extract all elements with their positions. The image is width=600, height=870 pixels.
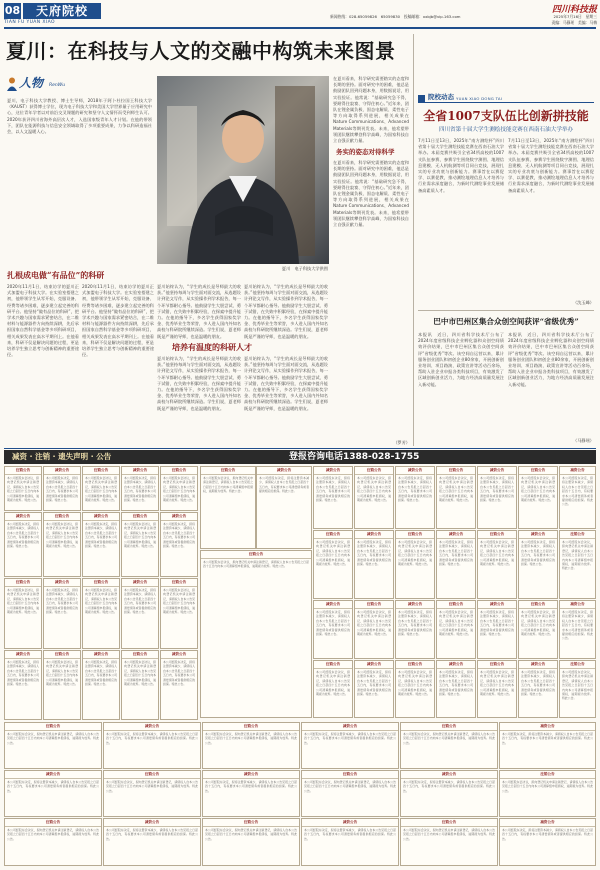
news2-text-b: 本报讯 近日，四川省科学技术厅公布了2024年度省级科技企业孵化器和众创空间绩效评价结果，巴中市巴州区集合众创空间获评“省级优秀”等次。该空间自运营以来，累计服务创业团队和初创企业80余家，开展创新创业培训、项目路演、政策宣讲等活动百余场，帮助入驻企业申报各类科技项目，有效激发了区域创新创业活力，为地方经济高质量发展注入新动能。 — [508, 332, 594, 387]
ad-notice — [477, 600, 517, 659]
ad-notice — [4, 650, 42, 720]
filler-text: 2020年11月1日，结束访学的夏川正式加盟电子科技大学。在实验室搭建之初，他带领学生从零开始，克服设备、经费等诸多困难，逐步建立起完善的科研平台。他坚持“做有品位的科研”，把学术兴趣与国家需求紧密结合，在二维材料与能源器件方向持续深耕，先后承担国家自然科学基金等多项科研项目，相关成果发表在高水平期刊上。在他看来，科研不仅是解决问题的过程，更是培养学生独立思考与创新精神的重要途径。 — [82, 284, 154, 358]
ad-notice-body: 本公司经股东会决议，拟向登记机关申请注销登记，请债权人自本公告见报之日起四十五日内向本公司清算组申报债权，逾期视为放弃。特此公告。 — [7, 476, 39, 503]
ad-notice-body: 本公司经股东决定，拟将注册资本减少，请债权人自本公告见报之日起四十五日内，有权要求本公司清偿债务或者提供相应的担保。特此公告。 — [502, 732, 593, 745]
article-author: （罗芳） — [393, 440, 410, 445]
subhead-2-text-b: 夏川始终认为，“学生的成长是导师最大的收获。”他坚持每周与学生面对面交流，从选题设计到论文写作，从实验操作到学术报告，每一个环节都耐心指导。他鼓励学生大胆尝试、勇于试错，在失败中积累经验，在探索中提升能力。在他的指导下，多名学生获得国家奖学金、优秀毕业生等荣誉，多人进入国内外知名高校与科研院所继续深造。学生们说，夏老师既是严谨的导师，也是温暖的朋友。 — [244, 284, 328, 339]
ad-notice — [518, 530, 558, 599]
ad-notice-title: 减资公告 — [355, 531, 393, 539]
ad-notice-title: 减资公告 — [257, 467, 311, 475]
ad-notice-title: 注销公告 — [161, 579, 197, 587]
ad-notice-body: 本公司经股东决定，拟将注册资本减少，请债权人自本公告见报之日起四十五日内，有权要求本公司清偿债务或者提供相应的担保。特此公告。 — [163, 522, 195, 549]
ad-notice-body: 本公司经股东会决议，拟向登记机关申请注销登记，请债权人自本公告见报之日起四十五日内向本公司清算组申报债权，逾期视为放弃。特此公告。 — [46, 660, 78, 687]
ad-notice — [436, 660, 476, 718]
side-section-label: 院校动态 — [428, 93, 454, 101]
news2-author: （马静瑶） — [573, 438, 594, 443]
ad-notice-body: 本公司经股东决定，拟将注册资本减少，请债权人自本公告见报之日起四十五日内，有权要求本公司清偿债务或者提供相应的担保。特此公告。 — [106, 732, 198, 745]
ad-notice-title: 注销公告 — [519, 467, 557, 475]
ad-notice — [160, 578, 198, 649]
ad-notice-title: 注销公告 — [314, 661, 352, 669]
subhead-1-text-cont — [82, 284, 154, 444]
ad-notice-body: 本公司经股东决定，拟将注册资本减少，请债权人自本公告见报之日起四十五日内，有权要求本公司清偿债务或者提供相应的担保。特此公告。 — [439, 670, 473, 697]
column-tag — [7, 75, 67, 95]
ad-notice-title: 注销公告 — [519, 601, 557, 609]
ad-notice — [301, 722, 399, 769]
ad-top-rule — [4, 448, 596, 449]
ad-notice — [436, 600, 476, 659]
ad-notice-title: 注销公告 — [5, 723, 101, 731]
ad-notice — [43, 650, 81, 720]
col3-text-top: 在夏川看来，科学研究需要踏实的态度和长期的坚持。面对研究中的困难，他总是鼓励团队回到问题本身，用数据说话，用实验验证。他常说：“基础研究急不得，要耐得住寂寞、守得住初心。”近年来，团队在锂金属负极、固态电解质、柔性电子等方向取得系列进展，相关成果在Nature Communications、Advanced Materials等期刊发表。未来，他希望带领团队继续攀登科学高峰，为国家科技自立自强贡献力量。 — [333, 76, 409, 144]
news1-subhead: 四川省第十届大学生测绘技能竞赛在西南石油大学举办 — [438, 127, 574, 133]
subhead-2: 培养有温度的科研人才 — [172, 342, 252, 352]
ad-notice-title: 减资公告 — [122, 579, 158, 587]
ad-notice-body: 本公司经股东决定，拟将注册资本减少，请债权人自本公告见报之日起四十五日内，有权要求本公司清偿债务或者提供相应的担保。特此公告。 — [398, 610, 432, 637]
ad-notice-title: 减资公告 — [5, 513, 41, 521]
ad-notice — [121, 650, 159, 720]
ad-notice-title: 减资公告 — [560, 467, 595, 475]
ad-notice-title: 注销公告 — [5, 579, 41, 587]
ad-notice-body: 本公司经股东会决议，拟向登记机关申请注销登记，请债权人自本公告见报之日起四十五日内向本公司清算组申报债权，逾期视为放弃。特此公告。 — [304, 780, 396, 793]
ad-notice-body: 本公司经股东决定，拟将注册资本减少，请债权人自本公告见报之日起四十五日内，有权要求本公司清偿债务或者提供相应的担保。特此公告。 — [562, 476, 593, 507]
ad-notice-body: 本公司经股东会决议，拟向登记机关申请注销登记，请债权人自本公告见报之日起四十五日内向本公司清算组申报债权，逾期视为放弃。特此公告。 — [403, 828, 495, 841]
ad-notice — [4, 512, 42, 577]
ad-notice-body: 本公司经股东会决议，拟向登记机关申请注销登记，请债权人自本公告见报之日起四十五日内向本公司清算组申报债权，逾期视为放弃。特此公告。 — [357, 476, 391, 503]
ad-notice-title: 注销公告 — [396, 661, 434, 669]
ad-notice-body: 本公司经股东决定，拟将注册资本减少，请债权人自本公告见报之日起四十五日内，有权要求本公司清偿债务或者提供相应的担保。特此公告。 — [521, 540, 555, 567]
ad-notice-body: 本公司经股东决定，拟将注册资本减少，请债权人自本公告见报之日起四十五日内，有权要求本公司清偿债务或者提供相应的担保。特此公告。 — [502, 828, 593, 841]
ad-notice-title: 注销公告 — [560, 531, 595, 539]
ad-banner — [4, 450, 596, 464]
ad-notice — [499, 722, 596, 769]
ad-notice — [395, 600, 435, 659]
ad-notice — [103, 722, 201, 769]
ad-notice-title: 注销公告 — [203, 723, 299, 731]
ad-notice — [477, 530, 517, 599]
ad-notice-title: 减资公告 — [83, 651, 119, 659]
ad-notice-body: 本公司经股东决定，拟将注册资本减少，请债权人自本公告见报之日起四十五日内，有权要求本公司清偿债务或者提供相应的担保。特此公告。 — [46, 476, 78, 503]
ad-notice — [400, 770, 498, 817]
news1-text: 7月11日至13日，2025年“南方测绘杯”四川省第十届大学生测绘技能竞赛在西南石油大学举办。本届竞赛共吸引全省34所高校的1007支队伍参赛，参赛学生围绕数字测图、地理信息建模、无人机航测等项目同台竞技，展现扎实的专业功底与创新能力。赛事旨在以赛促学、以赛促教，推动测绘地理信息人才培养与行业需求深度融合，为新时代测绘事业发展储备高素质人才。 — [418, 138, 504, 193]
ad-notice-body: 本公司经股东决定，拟将注册资本减少，请债权人自本公告见报之日起四十五日内，有权要求本公司清偿债务或者提供相应的担保。特此公告。 — [304, 828, 396, 841]
news2-text: 本报讯 近日，四川省科学技术厅公布了2024年度省级科技企业孵化器和众创空间绩效评价结果，巴中市巴州区集合众创空间获评“省级优秀”等次。该空间自运营以来，累计服务创业团队和初创企业80余家，开展创新创业培训、项目路演、政策宣讲等活动百余场，帮助入驻企业申报各类科技项目，有效激发了区域创新创业活力，为地方经济高质量发展注入新动能。 — [418, 332, 504, 387]
ad-notice — [477, 660, 517, 718]
ad-notice-body: 本公司经股东决定，拟将注册资本减少，请债权人自本公告见报之日起四十五日内，有权要求本公司清偿债务或者提供相应的担保。特此公告。 — [124, 476, 156, 503]
ad-notice-body: 本公司经股东决定，拟将注册资本减少，请债权人自本公告见报之日起四十五日内，有权要求本公司清偿债务或者提供相应的担保。特此公告。 — [7, 660, 39, 687]
ad-notice-title: 注销公告 — [500, 771, 595, 779]
ad-notice-body: 本公司经股东决定，拟将注册资本减少，请债权人自本公告见报之日起四十五日内，有权要求本公司清偿债务或者提供相应的担保。特此公告。 — [7, 780, 99, 793]
ad-notice — [4, 466, 42, 511]
ad-notice-body: 本公司经股东决定，拟将注册资本减少，请债权人自本公告见报之日起四十五日内，有权要求本公司清偿债务或者提供相应的担保。特此公告。 — [259, 476, 309, 494]
masthead-date: 2025年7月16日 星期三 — [553, 14, 597, 19]
ad-notice-body: 本公司经股东决定，拟将注册资本减少，请债权人自本公告见报之日起四十五日内，有权要求本公司清偿债务或者提供相应的担保。特此公告。 — [85, 660, 117, 687]
subhead-1-text: 2020年11月1日，结束访学的夏川正式加盟电子科技大学。在实验室搭建之初，他带领学生从零开始，克服设备、经费等诸多困难，逐步建立起完善的科研平台。他坚持“做有品位的科研”，把学术兴趣与国家需求紧密结合，在二维材料与能源器件方向持续深耕，先后承担国家自然科学基金等多项科研项目，相关成果发表在高水平期刊上。在他看来，科研不仅是解决问题的过程，更是培养学生独立思考与创新精神的重要途径。 — [7, 284, 79, 358]
bullet-icon — [418, 95, 425, 102]
ad-notice — [202, 770, 300, 817]
ad-notice — [200, 466, 256, 549]
ad-notice — [82, 650, 120, 720]
ad-notice — [400, 818, 498, 866]
intro-text: 夏川，电子科技大学教授、博士生导师，2018年于阿卜杜拉国王科技大学（KAUST）获得博士学位，现为电子科技大学和美国大学世界量子应用研究中心，这位青年学者以对前沿交叉课题的研究和坚守人文情怀而受到师生认可。2020年获评四川省海外高层次人才，入选国家级青年人才计划。在他的带领下，团队在能源科技与信息安全领域取得了多项重要成果，力争以科研造福社会，以人文温暖人心。 — [7, 98, 152, 135]
ad-notice-title: 注销公告 — [401, 819, 497, 827]
ad-notice-body: 本公司经股东会决议，拟向登记机关申请注销登记，请债权人自本公告见报之日起四十五日内向本公司清算组申报债权，逾期视为放弃。特此公告。 — [124, 660, 156, 687]
ad-notice-title: 注销公告 — [201, 467, 255, 475]
ad-notice-title: 注销公告 — [44, 513, 80, 521]
ad-notice-title: 减资公告 — [355, 661, 393, 669]
ad-notice-body: 本公司经股东决定，拟将注册资本减少，请债权人自本公告见报之日起四十五日内，有权要求本公司清偿债务或者提供相应的担保。特此公告。 — [304, 732, 396, 745]
masthead-editor: 责编：马静瑶 美编：马梅 — [551, 20, 597, 25]
masthead — [0, 0, 600, 27]
ad-notice-title: 减资公告 — [396, 467, 434, 475]
ad-notice-title: 注销公告 — [437, 467, 475, 475]
ad-notice — [4, 818, 102, 866]
ad-notice-title: 减资公告 — [401, 771, 497, 779]
masthead-rule — [4, 27, 596, 29]
ad-notice-body: 本公司经股东会决议，拟向登记机关申请注销登记，请债权人自本公告见报之日起四十五日内向本公司清算组申报债权，逾期视为放弃。特此公告。 — [403, 732, 495, 745]
ad-notice-body: 本公司经股东会决议，拟向登记机关申请注销登记，请债权人自本公告见报之日起四十五日内向本公司清算组申报债权，逾期视为放弃。特此公告。 — [521, 610, 555, 637]
ad-notice-title: 减资公告 — [478, 601, 516, 609]
ad-notice — [354, 660, 394, 718]
ad-notice-body: 本公司经股东决定，拟将注册资本减少，请债权人自本公告见报之日起四十五日内，有权要求本公司清偿债务或者提供相应的担保。特此公告。 — [7, 522, 39, 549]
ad-notice-body: 本公司经股东决定，拟将注册资本减少，请债权人自本公告见报之日起四十五日内，有权要求本公司清偿债务或者提供相应的担保。特此公告。 — [480, 610, 514, 637]
subhead-1: 扎根成电做“有品位”的科研 — [7, 270, 105, 280]
ad-notice — [82, 512, 120, 577]
ad-notice — [313, 660, 353, 718]
masthead-hotline: 新闻热线：028-65059826 65059830 投稿邮箱：xxbjb@vip.163.com — [330, 14, 461, 19]
ad-notice-body: 本公司经股东决定，拟将注册资本减少，请债权人自本公告见报之日起四十五日内，有权要求本公司清偿债务或者提供相应的担保。特此公告。 — [163, 660, 195, 687]
photo-caption: 夏川 电子科技大学供图 — [281, 266, 328, 271]
ad-notice-title: 注销公告 — [396, 531, 434, 539]
ad-notice-title: 减资公告 — [560, 601, 595, 609]
ad-notice — [103, 770, 201, 817]
ad-notice-body: 本公司经股东会决议，拟向登记机关申请注销登记，请债权人自本公告见报之日起四十五日内向本公司清算组申报债权，逾期视为放弃。特此公告。 — [7, 828, 99, 841]
person-icon — [7, 76, 17, 90]
ad-notice — [202, 722, 300, 769]
ad-notice-title: 减资公告 — [203, 771, 299, 779]
ad-notice — [518, 660, 558, 718]
ad-notice — [301, 818, 399, 866]
ad-notice — [518, 466, 558, 529]
ad-notice-body: 本公司经股东决定，拟将注册资本减少，请债权人自本公告见报之日起四十五日内，有权要求本公司清偿债务或者提供相应的担保。特此公告。 — [480, 476, 514, 503]
ad-notice — [477, 466, 517, 529]
ad-notice-title: 减资公告 — [161, 513, 197, 521]
ad-notice-title: 减资公告 — [44, 467, 80, 475]
ad-notice — [559, 466, 596, 529]
ad-center-body: 本公司经股东会决议，拟向登记机关申请注销登记，请债权人自本公告见报之日起四十五日内向本公司清算组申报债权，逾期视为放弃。特此公告。 — [203, 560, 309, 569]
ad-notice-title: 减资公告 — [44, 579, 80, 587]
ad-notice-body: 本公司经股东决定，拟将注册资本减少，请债权人自本公告见报之日起四十五日内，有权要求本公司清偿债务或者提供相应的担保。特此公告。 — [316, 610, 350, 637]
ad-notice-title: 注销公告 — [161, 467, 197, 475]
ad-notice-body: 本公司经股东决定，拟将注册资本减少，请债权人自本公告见报之日起四十五日内，有权要求本公司清偿债务或者提供相应的担保。特此公告。 — [205, 780, 297, 793]
subhead-3-text: 在夏川看来，科学研究需要踏实的态度和长期的坚持。面对研究中的困难，他总是鼓励团队回到问题本身，用数据说话，用实验验证。他常说：“基础研究急不得，要耐得住寂寞、守得住初心。”近年来，团队在锂金属负极、固态电解质、柔性电子等方向取得系列进展，相关成果在Nature Communications、Advanced Materials等期刊发表。未来，他希望带领团队继续攀登科学高峰，为国家科技自立自强贡献力量。 — [333, 160, 409, 228]
section-title: 天府院校 — [23, 3, 101, 19]
ad-notice-body: 本公司经股东会决议，拟向登记机关申请注销登记，请债权人自本公告见报之日起四十五日内向本公司清算组申报债权，逾期视为放弃。特此公告。 — [502, 780, 593, 793]
ad-center-title: 注销公告 — [201, 551, 311, 559]
ad-notice — [202, 818, 300, 866]
ad-notice — [559, 600, 596, 659]
ad-notice-title: 减资公告 — [302, 723, 398, 731]
ad-notice-title: 注销公告 — [83, 579, 119, 587]
ad-notice-title: 注销公告 — [478, 531, 516, 539]
column-tag-label: 人物 — [19, 76, 44, 90]
ad-notice — [395, 530, 435, 599]
ad-notice-title: 注销公告 — [122, 513, 158, 521]
ad-notice-title: 注销公告 — [437, 601, 475, 609]
ad-notice — [313, 466, 353, 529]
newspaper-logo: 四川科技报 — [551, 5, 597, 15]
ad-notice-title: 减资公告 — [437, 531, 475, 539]
ad-notice-title: 注销公告 — [122, 651, 158, 659]
side-section-pinyin: YUAN XIAO DONG TAI — [456, 96, 503, 101]
ad-notice-title: 减资公告 — [519, 531, 557, 539]
ad-notice — [121, 578, 159, 649]
portrait-photo — [157, 76, 329, 264]
ad-notice-title: 减资公告 — [122, 467, 158, 475]
ad-notice-body: 本公司经股东决定，拟将注册资本减少，请债权人自本公告见报之日起四十五日内，有权要求本公司清偿债务或者提供相应的担保。特此公告。 — [124, 588, 156, 615]
ad-notice-title: 减资公告 — [437, 661, 475, 669]
ad-notice-title: 注销公告 — [478, 661, 516, 669]
ad-notice-body: 本公司经股东会决议，拟向登记机关申请注销登记，请债权人自本公告见报之日起四十五日内向本公司清算组申报债权，逾期视为放弃。特此公告。 — [521, 476, 555, 503]
page-number: 08 — [4, 4, 21, 17]
ad-notice-body: 本公司经股东决定，拟将注册资本减少，请债权人自本公告见报之日起四十五日内，有权要求本公司清偿债务或者提供相应的担保。特此公告。 — [439, 540, 473, 567]
ad-notice-title: 注销公告 — [355, 601, 393, 609]
ad-notice-body: 本公司经股东会决议，拟向登记机关申请注销登记，请债权人自本公告见报之日起四十五日内向本公司清算组申报债权，逾期视为放弃。特此公告。 — [85, 588, 117, 615]
ad-notice-title: 减资公告 — [500, 819, 595, 827]
ad-notice-title: 注销公告 — [83, 467, 119, 475]
subhead-2-text: 夏川始终认为，“学生的成长是导师最大的收获。”他坚持每周与学生面对面交流，从选题设计到论文写作，从实验操作到学术报告，每一个环节都耐心指导。他鼓励学生大胆尝试、勇于试错，在失败中积累经验，在探索中提升能力。在他的指导下，多名学生获得国家奖学金、优秀毕业生等荣誉，多人进入国内外知名高校与科研院所继续深造。学生们说，夏老师既是严谨的导师，也是温暖的朋友。 — [157, 284, 241, 339]
ad-notice — [313, 530, 353, 599]
ad-notice-body: 本公司经股东会决议，拟向登记机关申请注销登记，请债权人自本公告见报之日起四十五日内向本公司清算组申报债权，逾期视为放弃。特此公告。 — [163, 588, 195, 615]
ad-center-block — [200, 550, 312, 718]
ad-notice-body: 本公司经股东会决议，拟向登记机关申请注销登记，请债权人自本公告见报之日起四十五日内向本公司清算组申报债权，逾期视为放弃。特此公告。 — [85, 476, 117, 503]
ad-notice-body: 本公司经股东决定，拟将注册资本减少，请债权人自本公告见报之日起四十五日内，有权要求本公司清偿债务或者提供相应的担保。特此公告。 — [357, 670, 391, 697]
ad-notice-title: 注销公告 — [104, 771, 200, 779]
ad-notice — [518, 600, 558, 659]
ad-notice — [301, 770, 399, 817]
news1-text-b: 7月11日至13日，2025年“南方测绘杯”四川省第十届大学生测绘技能竞赛在西南石油大学举办。本届竞赛共吸引全省34所高校的1007支队伍参赛，参赛学生围绕数字测图、地理信息建模、无人机航测等项目同台竞技，展现扎实的专业功底与创新能力。赛事旨在以赛促学、以赛促教，推动测绘地理信息人才培养与行业需求深度融合，为新时代测绘事业发展储备高素质人才。 — [508, 138, 594, 193]
news1-author: （沈玉峰） — [573, 300, 594, 305]
ad-notice-body: 本公司经股东会决议，拟向登记机关申请注销登记，请债权人自本公告见报之日起四十五日内向本公司清算组申报债权，逾期视为放弃。特此公告。 — [203, 476, 253, 494]
ad-notice-title: 注销公告 — [5, 467, 41, 475]
ad-notice — [559, 530, 596, 599]
ad-notice — [395, 466, 435, 529]
ad-notice — [354, 530, 394, 599]
ad-banner-phone: 登报咨询电话1388-028-1755 — [289, 452, 420, 462]
news1-headline: 全省1007支队伍比创新拼技能 — [423, 109, 589, 123]
ad-notice-title: 减资公告 — [5, 771, 101, 779]
main-headline: 夏川：在科技与人文的交融中构筑未来图景 — [6, 39, 396, 63]
ad-notice-body: 本公司经股东会决议，拟向登记机关申请注销登记，请债权人自本公告见报之日起四十五日内向本公司清算组申报债权，逾期视为放弃。特此公告。 — [480, 540, 514, 567]
ad-notice — [354, 600, 394, 659]
ad-notice — [313, 600, 353, 659]
ad-notice-body: 本公司经股东会决议，拟向登记机关申请注销登记，请债权人自本公告见报之日起四十五日内向本公司清算组申报债权，逾期视为放弃。特此公告。 — [316, 540, 350, 567]
ad-notice — [559, 660, 596, 718]
ad-notice-body: 本公司经股东会决议，拟向登记机关申请注销登记，请债权人自本公告见报之日起四十五日内向本公司清算组申报债权，逾期视为放弃。特此公告。 — [480, 670, 514, 697]
ad-notice-body: 本公司经股东会决议，拟向登记机关申请注销登记，请债权人自本公告见报之日起四十五日内向本公司清算组申报债权，逾期视为放弃。特此公告。 — [205, 828, 297, 841]
subhead-2-text-d: 夏川始终认为，“学生的成长是导师最大的收获。”他坚持每周与学生面对面交流，从选题设计到论文写作，从实验操作到学术报告，每一个环节都耐心指导。他鼓励学生大胆尝试、勇于试错，在失败中积累经验，在探索中提升能力。在他的指导下，多名学生获得国家奖学金、优秀毕业生等荣誉，多人进入国内外知名高校与科研院所继续深造。学生们说，夏老师既是严谨的导师，也是温暖的朋友。 — [244, 356, 328, 411]
side-divider — [418, 310, 594, 311]
subhead-3: 务实的姿态对待科学 — [336, 148, 395, 156]
ad-notice-title: 减资公告 — [104, 723, 200, 731]
ad-notice-title: 注销公告 — [314, 531, 352, 539]
ad-notice — [82, 578, 120, 649]
ad-notice-body: 本公司经股东会决议，拟向登记机关申请注销登记，请债权人自本公告见报之日起四十五日内向本公司清算组申报债权，逾期视为放弃。特此公告。 — [316, 670, 350, 697]
ad-notice-title: 减资公告 — [314, 601, 352, 609]
ad-notice-body: 本公司经股东决定，拟将注册资本减少，请债权人自本公告见报之日起四十五日内，有权要求本公司清偿债务或者提供相应的担保。特此公告。 — [521, 670, 555, 697]
ad-notice — [400, 722, 498, 769]
ad-notice-title: 注销公告 — [355, 467, 393, 475]
ad-notice — [121, 466, 159, 511]
ad-notice-body: 本公司经股东会决议，拟向登记机关申请注销登记，请债权人自本公告见报之日起四十五日内向本公司清算组申报债权，逾期视为放弃。特此公告。 — [439, 610, 473, 637]
ad-notice-body: 本公司经股东决定，拟将注册资本减少，请债权人自本公告见报之日起四十五日内，有权要求本公司清偿债务或者提供相应的担保。特此公告。 — [85, 522, 117, 549]
ad-notice-body: 本公司经股东会决议，拟向登记机关申请注销登记，请债权人自本公告见报之日起四十五日内向本公司清算组申报债权，逾期视为放弃。特此公告。 — [398, 670, 432, 697]
column-tag-pinyin: RenWu — [49, 83, 66, 88]
ad-notice-title: 减资公告 — [314, 467, 352, 475]
ad-notice-body: 本公司经股东会决议，拟向登记机关申请注销登记，请债权人自本公告见报之日起四十五日内向本公司清算组申报债权，逾期视为放弃。特此公告。 — [205, 732, 297, 745]
ad-notice — [43, 466, 81, 511]
ad-notice-title: 注销公告 — [401, 723, 497, 731]
section-pinyin: TIAN FU YUAN XIAO — [4, 20, 55, 25]
ad-notice-body: 本公司经股东会决议，拟向登记机关申请注销登记，请债权人自本公告见报之日起四十五日内向本公司清算组申报债权，逾期视为放弃。特此公告。 — [7, 588, 39, 615]
ad-notice-body: 本公司经股东决定，拟将注册资本减少，请债权人自本公告见报之日起四十五日内，有权要求本公司清偿债务或者提供相应的担保。特此公告。 — [46, 588, 78, 615]
ad-notice-title: 减资公告 — [519, 661, 557, 669]
ad-notice — [436, 530, 476, 599]
portrait-figure-icon — [157, 76, 329, 264]
ad-notice — [82, 466, 120, 511]
side-section-header — [418, 93, 594, 103]
column-divider — [413, 34, 414, 446]
ad-notice — [499, 770, 596, 817]
ad-notice-body: 本公司经股东决定，拟将注册资本减少，请债权人自本公告见报之日起四十五日内，有权要求本公司清偿债务或者提供相应的担保。特此公告。 — [398, 476, 432, 503]
ad-notice-body: 本公司经股东会决议，拟向登记机关申请注销登记，请债权人自本公告见报之日起四十五日内向本公司清算组申报债权，逾期视为放弃。特此公告。 — [106, 780, 198, 793]
ad-notice-body: 本公司经股东会决议，拟向登记机关申请注销登记，请债权人自本公告见报之日起四十五日内向本公司清算组申报债权，逾期视为放弃。特此公告。 — [398, 540, 432, 567]
ad-notice-body: 本公司经股东会决议，拟向登记机关申请注销登记，请债权人自本公告见报之日起四十五日内向本公司清算组申报债权，逾期视为放弃。特此公告。 — [163, 476, 195, 503]
ad-notice-body: 本公司经股东会决议，拟向登记机关申请注销登记，请债权人自本公告见报之日起四十五日内向本公司清算组申报债权，逾期视为放弃。特此公告。 — [562, 670, 593, 701]
news2-headline: 巴中市巴州区集合众创空间获评“省级优秀” — [433, 317, 579, 326]
ad-notice-body: 本公司经股东会决议，拟向登记机关申请注销登记，请债权人自本公告见报之日起四十五日内向本公司清算组申报债权，逾期视为放弃。特此公告。 — [46, 522, 78, 549]
ad-notice-title: 注销公告 — [203, 819, 299, 827]
ad-notice-title: 减资公告 — [302, 819, 398, 827]
ad-notice — [103, 818, 201, 866]
ad-notice-title: 减资公告 — [478, 467, 516, 475]
ad-notice-body: 本公司经股东决定，拟将注册资本减少，请债权人自本公告见报之日起四十五日内，有权要求本公司清偿债务或者提供相应的担保。特此公告。 — [106, 828, 198, 841]
ad-notice-title: 减资公告 — [83, 513, 119, 521]
ad-notice-body: 本公司经股东会决议，拟向登记机关申请注销登记，请债权人自本公告见报之日起四十五日内向本公司清算组申报债权，逾期视为放弃。特此公告。 — [124, 522, 156, 549]
ad-notice — [395, 660, 435, 718]
ad-notice — [160, 466, 198, 511]
ad-notice — [499, 818, 596, 866]
ad-notice-title: 注销公告 — [302, 771, 398, 779]
ad-notice-body: 本公司经股东决定，拟将注册资本减少，请债权人自本公告见报之日起四十五日内，有权要求本公司清偿债务或者提供相应的担保。特此公告。 — [403, 780, 495, 793]
ad-notice-title: 减资公告 — [396, 601, 434, 609]
ad-notice-title: 减资公告 — [500, 723, 595, 731]
ad-notice — [4, 578, 42, 649]
ad-notice-body: 本公司经股东决定，拟将注册资本减少，请债权人自本公告见报之日起四十五日内，有权要求本公司清偿债务或者提供相应的担保。特此公告。 — [562, 610, 593, 641]
ad-notice — [121, 512, 159, 577]
ad-notice-body: 本公司经股东会决议，拟向登记机关申请注销登记，请债权人自本公告见报之日起四十五日内向本公司清算组申报债权，逾期视为放弃。特此公告。 — [562, 540, 593, 571]
ad-notice-title: 注销公告 — [44, 651, 80, 659]
ad-notice-title: 注销公告 — [5, 819, 101, 827]
ad-notice — [256, 466, 312, 549]
ad-notice — [43, 578, 81, 649]
ad-notice-title: 注销公告 — [560, 661, 595, 669]
ad-notice — [160, 650, 198, 720]
ad-notice-body: 本公司经股东决定，拟将注册资本减少，请债权人自本公告见报之日起四十五日内，有权要求本公司清偿债务或者提供相应的担保。特此公告。 — [316, 476, 350, 503]
ad-notice-body: 本公司经股东会决议，拟向登记机关申请注销登记，请债权人自本公告见报之日起四十五日内向本公司清算组申报债权，逾期视为放弃。特此公告。 — [439, 476, 473, 503]
ad-notice-body: 本公司经股东决定，拟将注册资本减少，请债权人自本公告见报之日起四十五日内，有权要求本公司清偿债务或者提供相应的担保。特此公告。 — [357, 540, 391, 567]
ad-notice — [4, 770, 102, 817]
ad-notice-title: 减资公告 — [5, 651, 41, 659]
ad-notice-body: 本公司经股东会决议，拟向登记机关申请注销登记，请债权人自本公告见报之日起四十五日内向本公司清算组申报债权，逾期视为放弃。特此公告。 — [357, 610, 391, 637]
ad-notice — [354, 466, 394, 529]
ad-notice-title: 减资公告 — [104, 819, 200, 827]
ad-notice-title: 减资公告 — [161, 651, 197, 659]
ad-notice — [436, 466, 476, 529]
ad-notice-body: 本公司经股东会决议，拟向登记机关申请注销登记，请债权人自本公告见报之日起四十五日内向本公司清算组申报债权，逾期视为放弃。特此公告。 — [7, 732, 99, 745]
ad-notice — [43, 512, 81, 577]
ad-banner-title: 减资 · 注销 · 遗失声明 · 公告 — [12, 452, 112, 461]
ad-notice — [160, 512, 198, 577]
ad-notice — [4, 722, 102, 769]
subhead-2-text-c: 夏川始终认为，“学生的成长是导师最大的收获。”他坚持每周与学生面对面交流，从选题设计到论文写作，从实验操作到学术报告，每一个环节都耐心指导。他鼓励学生大胆尝试、勇于试错，在失败中积累经验，在探索中提升能力。在他的指导下，多名学生获得国家奖学金、优秀毕业生等荣誉，多人进入国内外知名高校与科研院所继续深造。学生们说，夏老师既是严谨的导师，也是温暖的朋友。 — [157, 356, 241, 411]
